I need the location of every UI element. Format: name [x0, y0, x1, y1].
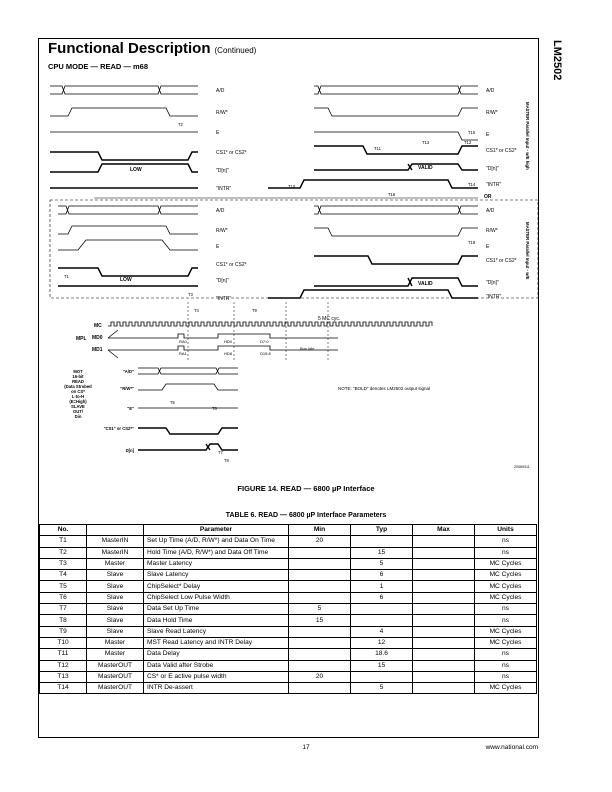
figure-id: 20069311 — [514, 465, 530, 469]
table-cell: MasterOUT — [87, 671, 144, 682]
table-cell: T2 — [40, 547, 87, 558]
table-cell — [413, 581, 475, 592]
col-header-max: Max — [413, 525, 475, 536]
table-cell: Hold Time (A/D, R/W*) and Data Off Time — [144, 547, 289, 558]
table-cell — [289, 558, 351, 569]
table-row — [40, 660, 537, 671]
side-note-top: MASTER Parallel Input - w/E high — [525, 102, 530, 170]
or-label: OR — [484, 194, 492, 200]
slave-signal-label: D[n] — [125, 448, 134, 453]
table-cell — [413, 570, 475, 581]
signal-label: A/D — [486, 208, 495, 214]
table-cell: Slave — [87, 626, 144, 637]
figure-caption: FIGURE 14. READ — 6800 µP Interface — [237, 484, 375, 493]
bus-label: D15:8 — [260, 351, 271, 356]
table-cell: T4 — [40, 570, 87, 581]
table-cell — [351, 671, 413, 682]
bus-idle-label: Bus Idle — [300, 346, 315, 351]
table-cell: ns — [475, 536, 537, 547]
col-header-units: Units — [475, 525, 537, 536]
table-cell: MasterOUT — [87, 660, 144, 671]
slave-block-label: 16-bit — [72, 374, 84, 379]
signal-label: CS1* or CS2* — [486, 258, 517, 264]
table-cell — [413, 637, 475, 648]
slave-block-label: Din — [74, 414, 82, 419]
table-cell: T1 — [40, 536, 87, 547]
page-number: 17 — [302, 744, 310, 751]
table-cell: T3 — [40, 558, 87, 569]
table-cell — [413, 671, 475, 682]
slave-block-label: READ — [72, 379, 84, 384]
timing-label: T16 — [388, 192, 396, 197]
signal-label: R/W* — [216, 110, 228, 116]
col-header-min: Min — [289, 525, 351, 536]
table-cell: Slave Read Latency — [144, 626, 289, 637]
table-row — [40, 547, 537, 558]
signal-label: "INTR" — [216, 296, 232, 302]
slave-block-label: SLAVE — [71, 404, 85, 409]
table-cell — [413, 615, 475, 626]
table-row — [40, 604, 537, 615]
signal-label: A/D — [486, 88, 495, 94]
table-cell: T12 — [40, 660, 87, 671]
timing-label: T9 — [252, 308, 257, 313]
page-title: Functional Description (Continued) — [48, 40, 257, 57]
table-cell: Slave — [87, 570, 144, 581]
signal-label: E — [486, 132, 490, 138]
timing-guides — [188, 302, 328, 362]
table-cell: T6 — [40, 592, 87, 603]
table-cell — [413, 558, 475, 569]
table-cell: 1 — [351, 581, 413, 592]
table-row — [40, 615, 537, 626]
signal-label: R/W* — [486, 110, 498, 116]
table-cell — [289, 570, 351, 581]
table-row — [40, 671, 537, 682]
signal-label: E — [216, 130, 220, 136]
mc-cycles-label: 5 MC cyc. — [318, 316, 341, 322]
table-row — [40, 570, 537, 581]
website-footer: www.national.com — [485, 744, 538, 751]
signal-label: "D[n]" — [486, 280, 499, 286]
table-cell — [413, 592, 475, 603]
table-cell: MasterIN — [87, 547, 144, 558]
table-cell — [289, 626, 351, 637]
table-cell: T11 — [40, 649, 87, 660]
side-note-bottom: MASTER Parallel Input - w/E — [525, 222, 530, 280]
table-cell: 12 — [351, 637, 413, 648]
table-cell: Master — [87, 649, 144, 660]
table-cell: T8 — [40, 615, 87, 626]
table-cell: Slave — [87, 615, 144, 626]
table-cell: 6 — [351, 592, 413, 603]
table-cell: Slave — [87, 604, 144, 615]
table-cell: 15 — [351, 660, 413, 671]
table-cell: 6 — [351, 570, 413, 581]
low-label: LOW — [120, 277, 132, 283]
timing-label: T19 — [468, 240, 476, 245]
table-cell: Master — [87, 637, 144, 648]
table-cell — [413, 683, 475, 694]
signal-label: R/W* — [486, 228, 498, 234]
table-cell — [289, 649, 351, 660]
table-cell: 5 — [351, 558, 413, 569]
table-cell: 15 — [289, 615, 351, 626]
table-cell — [289, 660, 351, 671]
table-cell — [289, 592, 351, 603]
table-cell — [413, 626, 475, 637]
valid-label: VALID — [418, 281, 433, 287]
table-cell: T13 — [40, 671, 87, 682]
table-cell — [413, 547, 475, 558]
timing-label: T13 — [422, 140, 430, 145]
table-cell: Data Hold Time — [144, 615, 289, 626]
timing-label: T11 — [374, 146, 381, 151]
table-cell — [289, 637, 351, 648]
slave-block-label: MOT — [73, 369, 83, 374]
table-cell: 4 — [351, 626, 413, 637]
parameters-table — [39, 524, 537, 694]
table-row — [40, 683, 537, 694]
bus-label: HD8 — [224, 351, 233, 356]
table-cell — [289, 683, 351, 694]
signal-label: R/W* — [216, 228, 228, 234]
table-cell — [413, 660, 475, 671]
signal-label: "INTR" — [216, 186, 232, 192]
table-cell: 5 — [289, 604, 351, 615]
timing-label: T6 — [212, 406, 217, 411]
table-cell: MC Cycles — [475, 592, 537, 603]
signal-label: A/D — [216, 88, 225, 94]
table-cell: 20 — [289, 536, 351, 547]
signal-label: "D[n]" — [216, 278, 229, 284]
table-cell: MC Cycles — [475, 570, 537, 581]
bus-label: RA1 — [179, 351, 187, 356]
table-cell: T14 — [40, 683, 87, 694]
table-cell — [289, 581, 351, 592]
table-cell: Data Valid after Strobe — [144, 660, 289, 671]
slave-block-label: on CS* — [71, 389, 85, 394]
bus-label: HD0 — [224, 339, 233, 344]
table-cell — [351, 615, 413, 626]
table-cell — [413, 604, 475, 615]
col-header-typ: Typ — [351, 525, 413, 536]
table-cell: MC Cycles — [475, 683, 537, 694]
col-header-parameter: Parameter — [144, 525, 289, 536]
table-cell: 20 — [289, 671, 351, 682]
table-cell: T9 — [40, 626, 87, 637]
table-cell: T10 — [40, 637, 87, 648]
bottom-left-waveforms — [58, 206, 198, 286]
bus-label: D7:0 — [260, 339, 269, 344]
table-row — [40, 626, 537, 637]
table-cell: T5 — [40, 581, 87, 592]
table-cell: Data Set Up Time — [144, 604, 289, 615]
table-row — [40, 536, 537, 547]
slave-waveforms — [138, 368, 238, 450]
title-suffix: (Continued) — [214, 46, 257, 55]
low-label: LOW — [130, 167, 142, 173]
timing-label: T12 — [464, 140, 472, 145]
mpl-label: MPL — [76, 336, 87, 342]
table-cell: CS* or E active pulse width — [144, 671, 289, 682]
signal-label: CS1* or CS2* — [216, 262, 247, 268]
slave-block-label: L-to-H — [71, 394, 85, 399]
timing-label: T8 — [224, 458, 229, 463]
timing-label: T14 — [468, 182, 476, 187]
table-cell: Slave — [87, 581, 144, 592]
table-cell — [351, 604, 413, 615]
mpl-signal-label: MD1 — [92, 347, 103, 353]
table-cell: T7 — [40, 604, 87, 615]
table-cell: Master Latency — [144, 558, 289, 569]
table-cell: ns — [475, 604, 537, 615]
table-cell: Data Delay — [144, 649, 289, 660]
timing-label: T5 — [170, 400, 175, 405]
bus-label: RA0 — [179, 339, 187, 344]
table-cell — [413, 649, 475, 660]
slave-signal-label: "CS1" or CS2*" — [103, 426, 134, 431]
mpl-signal-label: MD0 — [92, 335, 103, 341]
timing-label: T4 — [194, 308, 199, 313]
top-right-waveforms — [94, 86, 478, 198]
table-header-row — [40, 525, 537, 536]
table-cell — [351, 536, 413, 547]
table-cell: MC Cycles — [475, 558, 537, 569]
slave-signal-label: "A/D" — [122, 369, 134, 374]
signal-label: A/D — [216, 208, 225, 214]
table-row — [40, 581, 537, 592]
top-left-waveforms — [50, 86, 198, 188]
table-cell — [289, 547, 351, 558]
table-caption: TABLE 6. READ — 6800 µP Interface Parameters — [225, 512, 387, 519]
signal-label: "D[n]" — [486, 166, 499, 172]
slave-block-label: OUT/ — [72, 409, 84, 414]
table-cell: MST Read Latency and INTR Delay — [144, 637, 289, 648]
bottom-right-waveforms — [268, 206, 478, 298]
slave-signal-label: "R/W*" — [120, 386, 134, 391]
table-cell: MC Cycles — [475, 626, 537, 637]
table-cell: ns — [475, 649, 537, 660]
table-cell: INTR De-assert — [144, 683, 289, 694]
table-cell: ns — [475, 615, 537, 626]
signal-label: CS1* or CS2* — [486, 148, 517, 154]
signal-label: "D[n]" — [216, 168, 229, 174]
table-row — [40, 592, 537, 603]
table-cell: MasterIN — [87, 536, 144, 547]
timing-label: T15 — [468, 130, 476, 135]
slave-block-label: (E=High) — [69, 399, 87, 404]
table-cell: ns — [475, 671, 537, 682]
side-part-label: LM2502 — [551, 40, 563, 81]
slave-signal-label: "E" — [127, 406, 134, 411]
signal-label: "INTR" — [486, 182, 502, 188]
section-subtitle: CPU MODE — READ — m68 — [48, 62, 149, 71]
table-cell: ns — [475, 660, 537, 671]
valid-label: VALID — [418, 165, 433, 171]
table-cell — [413, 536, 475, 547]
timing-label: T1 — [64, 274, 69, 279]
table-row — [40, 558, 537, 569]
table-cell: 5 — [351, 683, 413, 694]
col-header-no: No. — [40, 525, 87, 536]
table-cell: 18.6 — [351, 649, 413, 660]
signal-label: E — [486, 244, 490, 250]
timing-label: T7 — [218, 450, 223, 455]
signal-label: CS1* or CS2* — [216, 150, 247, 156]
slave-block-label: (Data Strobed — [64, 384, 92, 389]
signal-label: "INTR" — [486, 294, 502, 300]
table-cell: ChipSelect Low Pulse Width — [144, 592, 289, 603]
table-cell: 15 — [351, 547, 413, 558]
table-cell: ns — [475, 547, 537, 558]
table-cell: MC Cycles — [475, 637, 537, 648]
table-cell: Slave Latency — [144, 570, 289, 581]
timing-label: T10 — [288, 184, 296, 189]
table-row — [40, 637, 537, 648]
signal-label: E — [216, 244, 220, 250]
timing-label: T2 — [178, 122, 183, 127]
table-cell: Set Up Time (A/D, R/W*) and Data On Time — [144, 536, 289, 547]
table-cell: Slave — [87, 592, 144, 603]
timing-label: T3 — [188, 292, 193, 297]
mpl-signal-label: MC — [94, 323, 102, 329]
table-cell: Master — [87, 558, 144, 569]
table-cell: MC Cycles — [475, 581, 537, 592]
table-cell: ChipSelect* Delay — [144, 581, 289, 592]
timing-diagram — [38, 72, 538, 482]
col-header-type — [87, 525, 144, 536]
table-row — [40, 649, 537, 660]
table-cell: MasterOUT — [87, 683, 144, 694]
diagram-note: NOTE: "BOLD" denotes LM2502 output signal — [338, 386, 430, 391]
